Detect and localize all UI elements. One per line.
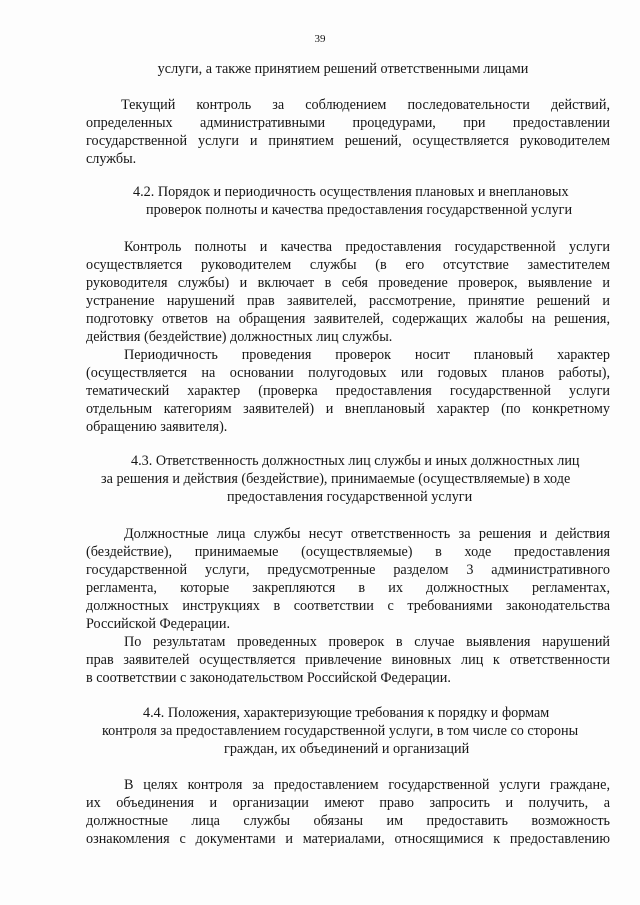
paragraph-line: государственной услуги и принятием решений, осуществляется руководителем (86, 133, 610, 149)
section-heading-4-3: предоставления государственной услуги (227, 489, 473, 505)
paragraph-line: руководителя службы) и включает в себя проведение проверок, выявление и (86, 275, 610, 291)
section-heading-4-2: проверок полноты и качества предоставления государственной услуги (146, 202, 573, 218)
paragraph-line: (бездействие), принимаемые (осуществляемые) в ходе предоставления (86, 544, 610, 560)
paragraph-line: подготовку ответов на обращения заявителей, содержащих жалобы на решения, (86, 311, 610, 327)
paragraph-line: отдельным категориям заявителей) и внеплановый характер (по конкретному (86, 401, 610, 417)
page-number: 39 (314, 33, 326, 45)
paragraph-line: (осуществляется на основании полугодовых или годовых планов работы), (86, 365, 610, 381)
paragraph-line: Контроль полноты и качества предоставления государственной услуги (124, 239, 610, 255)
paragraph-line: тематический характер (проверка предоставления государственной услуги (86, 383, 610, 399)
paragraph-line: В целях контроля за предоставлением государственной услуги граждане, (124, 777, 610, 793)
section-heading-4-4: граждан, их объединений и организаций (224, 741, 470, 757)
section-heading-4-3: 4.3. Ответственность должностных лиц службы и иных должностных лиц (131, 453, 580, 469)
paragraph-line: действия (бездействие) должностных лиц службы. (86, 329, 393, 345)
paragraph-line: в соответствии с законодательством Российской Федерации. (86, 670, 451, 686)
paragraph-line: государственной услуги, предусмотренные разделом 3 административного (86, 562, 610, 578)
section-heading-4-4: 4.4. Положения, характеризующие требования к порядку и формам (143, 705, 550, 721)
paragraph-line: устранение нарушений прав заявителей, рассмотрение, принятие решений и (86, 293, 610, 309)
paragraph-line: должностные лица службы обязаны им предоставить возможность (86, 813, 610, 829)
paragraph-line: определенных административными процедурами, при предоставлении (86, 115, 610, 131)
section-heading-4-4: контроля за предоставлением государственной услуги, в том числе со стороны (102, 723, 579, 739)
paragraph-line: обращению заявителя). (86, 419, 228, 435)
paragraph-line: регламента, которые закрепляются в их должностных регламентах, (86, 580, 610, 596)
paragraph-line: Текущий контроль за соблюдением последовательности действий, (121, 97, 610, 113)
section-heading-4-2: 4.2. Порядок и периодичность осуществления плановых и внеплановых (133, 184, 569, 200)
section-heading-4-3: за решения и действия (бездействие), принимаемые (осуществляемые) в ходе (101, 471, 571, 487)
paragraph-line: прав заявителей осуществляется привлечение виновных лиц к ответственности (86, 652, 610, 668)
paragraph-line: их объединения и организации имеют право запросить и получить, а (86, 795, 610, 811)
paragraph-line: Периодичность проведения проверок носит плановый характер (124, 347, 610, 363)
paragraph-line: ознакомления с документами и материалами, относящимися к предоставлению (86, 831, 610, 847)
paragraph-line: осуществляется руководителем службы (в его отсутствие заместителем (86, 257, 610, 273)
paragraph-line: службы. (86, 151, 137, 167)
paragraph-line: По результатам проведенных проверок в случае выявления нарушений (124, 634, 610, 650)
paragraph-line: Российской Федерации. (86, 616, 231, 632)
paragraph-line: Должностные лица службы несут ответственность за решения и действия (124, 526, 610, 542)
continuation-line: услуги, а также принятием решений ответственными лицами (157, 61, 529, 77)
paragraph-line: должностных инструкциях в соответствии с требованиями законодательства (86, 598, 610, 614)
